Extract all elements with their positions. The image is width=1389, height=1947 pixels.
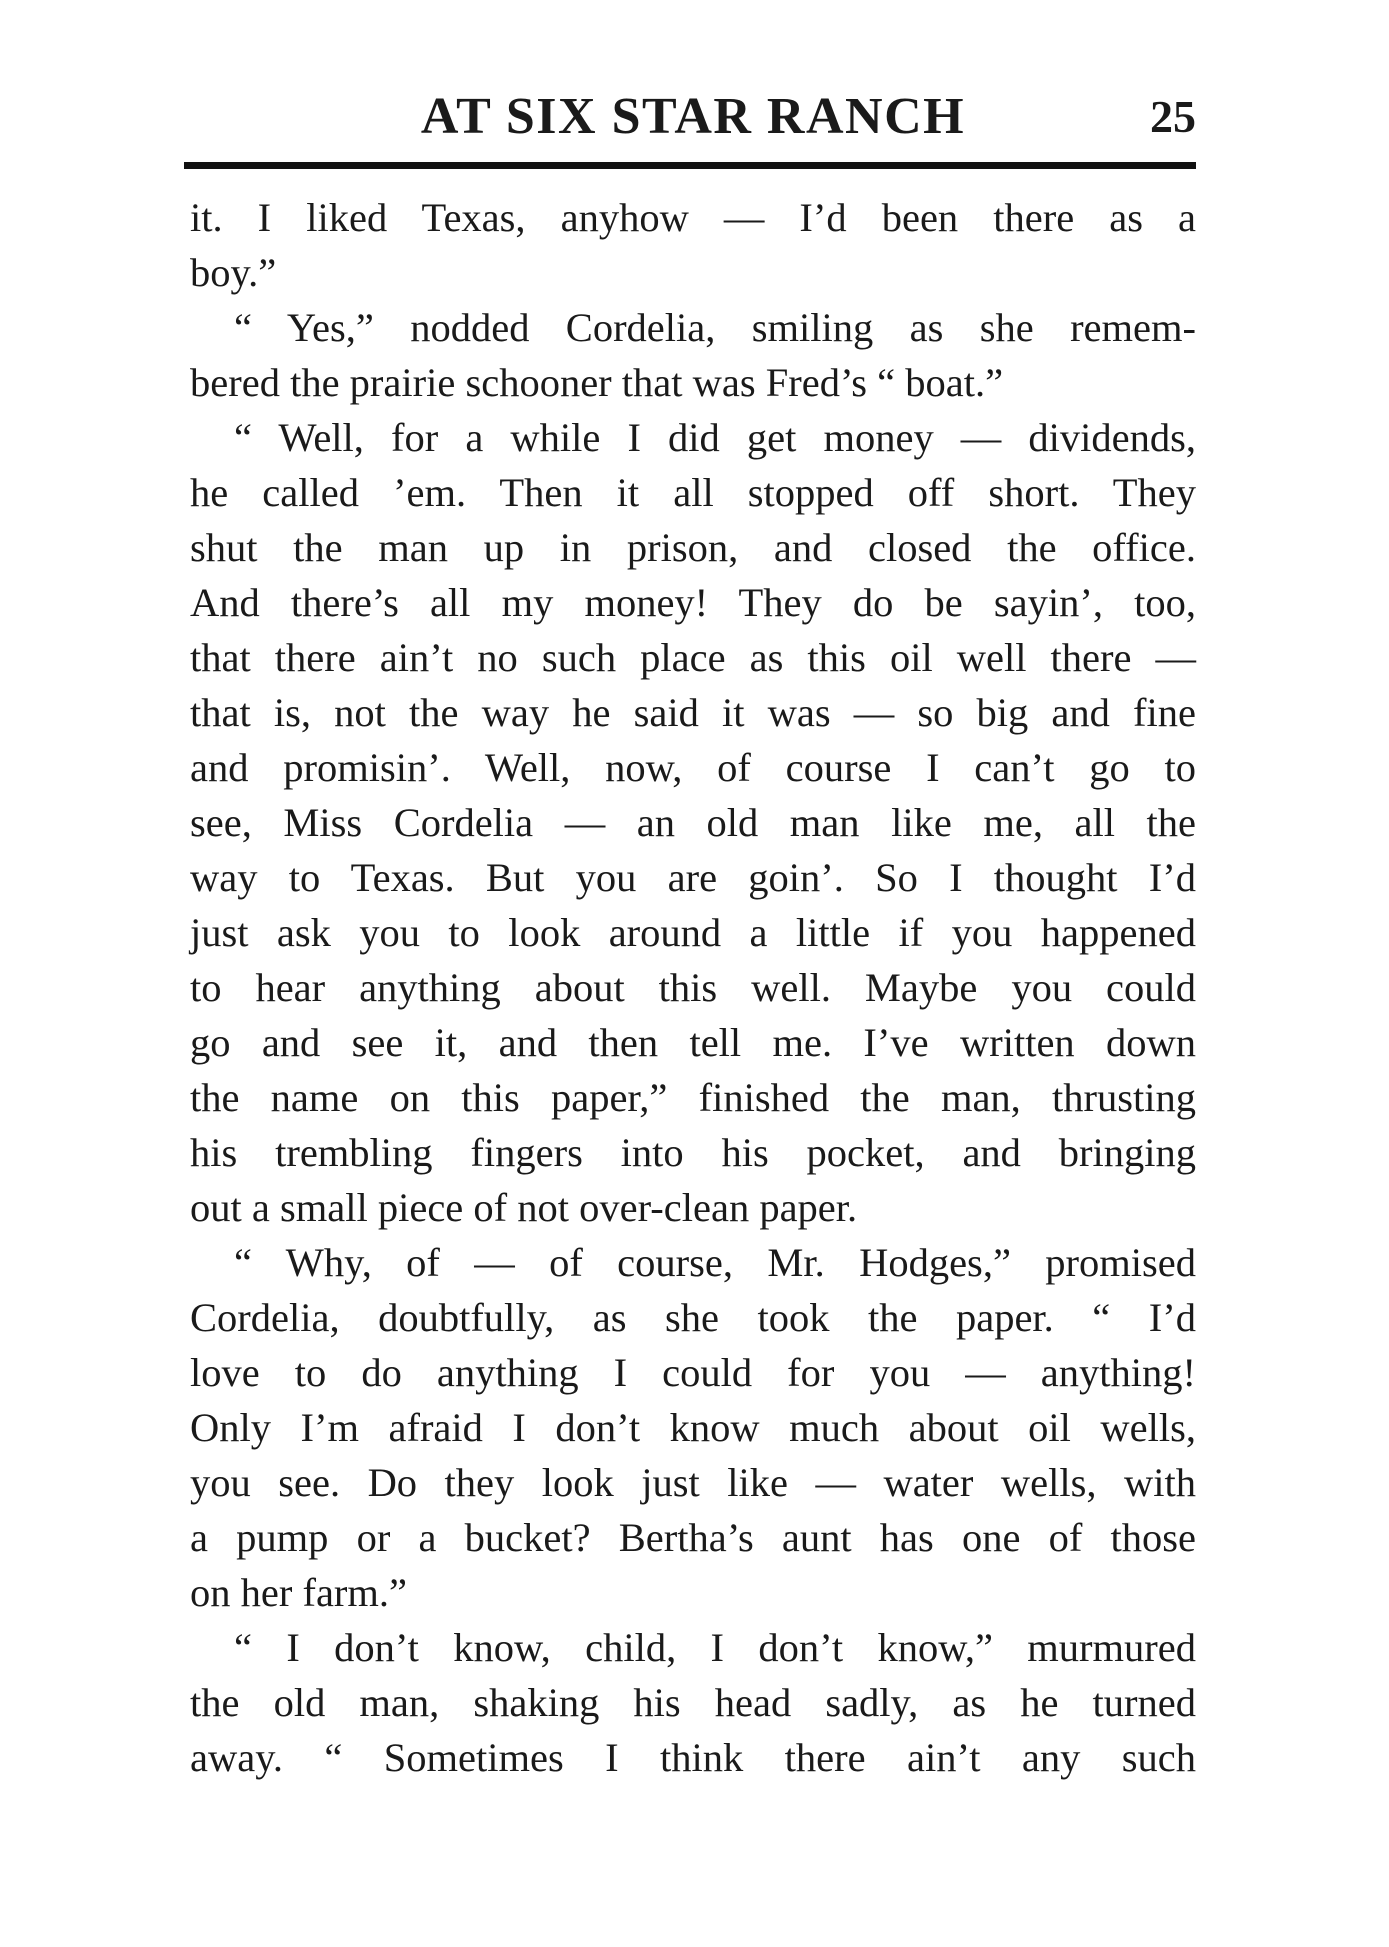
text-line: his trembling fingers into his pocket, and bringing bbox=[190, 1130, 1196, 1175]
text-line: Only I’m afraid I don’t know much about oil wells, bbox=[190, 1405, 1196, 1450]
text-line: it. I liked Texas, anyhow — I’d been there as a bbox=[190, 195, 1196, 240]
text-line: just ask you to look around a little if you happened bbox=[190, 910, 1196, 955]
text-line: bered the prairie schooner that was Fred’s “ boat.” bbox=[190, 360, 1004, 405]
text-line: away. “ Sometimes I think there ain’t any such bbox=[190, 1735, 1196, 1780]
running-title: AT SIX STAR RANCH bbox=[420, 88, 966, 145]
header-rule bbox=[184, 162, 1196, 169]
text-line: go and see it, and then tell me. I’ve written down bbox=[190, 1020, 1196, 1065]
text-line: boy.” bbox=[190, 250, 277, 295]
text-line: that is, not the way he said it was — so big and fine bbox=[190, 690, 1196, 735]
text-line: out a small piece of not over-clean paper. bbox=[190, 1185, 858, 1230]
page-header bbox=[190, 82, 1196, 152]
text-line: on her farm.” bbox=[190, 1570, 408, 1615]
text-line: you see. Do they look just like — water wells, with bbox=[190, 1460, 1196, 1505]
body-text bbox=[190, 190, 1196, 1785]
text-line: shut the man up in prison, and closed the office. bbox=[190, 525, 1196, 570]
text-line: a pump or a bucket? Bertha’s aunt has one of those bbox=[190, 1515, 1196, 1560]
text-line: that there ain’t no such place as this oil well there — bbox=[190, 635, 1196, 680]
text-line: “ Yes,” nodded Cordelia, smiling as she remem- bbox=[234, 305, 1196, 350]
text-line: Cordelia, doubtfully, as she took the paper. “ I’d bbox=[190, 1295, 1196, 1340]
text-line: love to do anything I could for you — anything! bbox=[190, 1350, 1196, 1395]
text-line: to hear anything about this well. Maybe you could bbox=[190, 965, 1196, 1010]
text-line: And there’s all my money! They do be sayin’, too, bbox=[190, 580, 1196, 625]
text-line: way to Texas. But you are goin’. So I thought I’d bbox=[190, 855, 1196, 900]
text-line: the old man, shaking his head sadly, as he turned bbox=[190, 1680, 1196, 1725]
text-line: he called ’em. Then it all stopped off short. They bbox=[190, 470, 1196, 515]
text-line: see, Miss Cordelia — an old man like me, all the bbox=[190, 800, 1196, 845]
text-line: and promisin’. Well, now, of course I can’t go to bbox=[190, 745, 1196, 790]
text-line: “ I don’t know, child, I don’t know,” murmured bbox=[234, 1625, 1196, 1670]
text-line: “ Well, for a while I did get money — dividends, bbox=[234, 415, 1196, 460]
text-line: the name on this paper,” finished the man, thrusting bbox=[190, 1075, 1196, 1120]
text-line: “ Why, of — of course, Mr. Hodges,” promised bbox=[234, 1240, 1196, 1285]
page-number: 25 bbox=[1150, 91, 1196, 142]
